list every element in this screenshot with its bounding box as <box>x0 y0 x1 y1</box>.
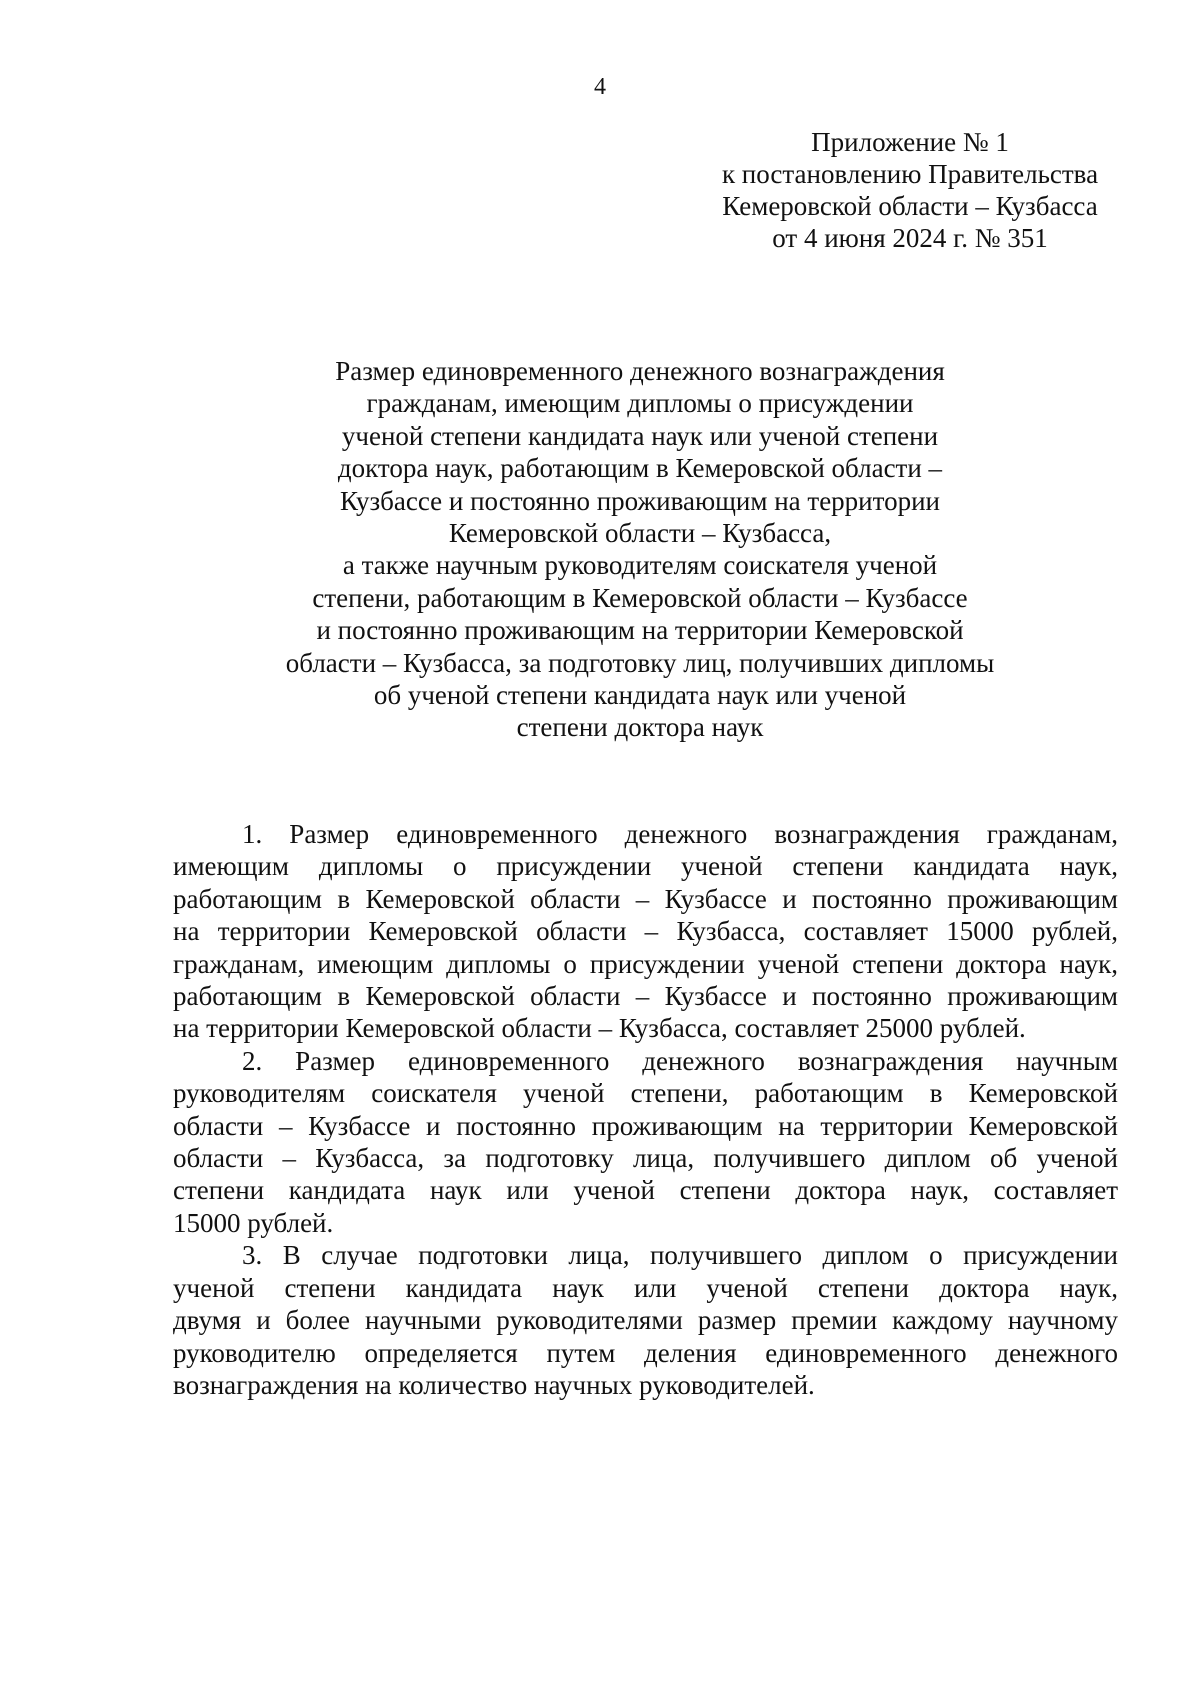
paragraph-line: 15000 рублей. <box>173 1207 334 1238</box>
paragraph-line: области – Кузбассе и постоянно проживающим на территории Кемеровской <box>173 1110 1118 1141</box>
title-line: степени, работающим в Кемеровской области – Кузбассе <box>312 582 968 613</box>
paragraph-line: вознаграждения на количество научных руководителей. <box>173 1369 815 1400</box>
document-title <box>160 355 1120 744</box>
appendix-line: Кемеровской области – Кузбасса <box>722 191 1098 221</box>
title-line: Кузбассе и постоянно проживающим на территории <box>340 485 940 516</box>
title-line: степени доктора наук <box>516 712 764 743</box>
title-line: области – Кузбасса, за подготовку лиц, получивших дипломы <box>285 647 995 678</box>
appendix-line: к постановлению Правительства <box>721 159 1099 189</box>
title-line: об ученой степени кандидата наук или ученой <box>373 680 907 711</box>
title-line: гражданам, имеющим дипломы о присуждении <box>366 388 914 419</box>
paragraph-line: работающим в Кемеровской области – Кузбассе и постоянно проживающим <box>173 883 1118 914</box>
paragraph-line: ученой степени кандидата наук или ученой степени доктора наук, <box>173 1272 1118 1303</box>
paragraph-line: руководителям соискателя ученой степени, работающим в Кемеровской <box>173 1078 1118 1109</box>
title-line: а также научным руководителям соискателя ученой <box>342 550 938 581</box>
paragraph-line: области – Кузбасса, за подготовку лица, получившего диплом об ученой <box>173 1143 1118 1174</box>
appendix-line: Приложение № 1 <box>811 127 1009 157</box>
paragraph-line: на территории Кемеровской области – Кузбасса, составляет 25000 рублей. <box>173 1013 1026 1044</box>
appendix-line: от 4 июня 2024 г. № 351 <box>772 223 1048 253</box>
paragraph-line: руководителю определяется путем деления единовременного денежного <box>173 1337 1118 1368</box>
paragraph-line: степени кандидата наук или ученой степени доктора наук, составляет <box>173 1175 1118 1206</box>
paragraph-line: на территории Кемеровской области – Кузбасса, составляет 15000 рублей, <box>173 916 1118 947</box>
paragraph-3 <box>173 1239 1118 1401</box>
title-line: Размер единовременного денежного вознаграждения <box>335 356 945 386</box>
paragraph-line: имеющим дипломы о присуждении ученой степени кандидата наук, <box>173 851 1118 882</box>
appendix-reference-block <box>700 126 1120 254</box>
page-number: 4 <box>594 74 606 100</box>
paragraph-line: 3. В случае подготовки лица, получившего диплом о присуждении <box>242 1240 1118 1271</box>
title-line: и постоянно проживающим на территории Кемеровской <box>316 615 964 646</box>
paragraph-1 <box>173 818 1118 1045</box>
title-line: Кемеровской области – Кузбасса, <box>448 518 832 549</box>
paragraph-2 <box>173 1045 1118 1239</box>
paragraph-line: 2. Размер единовременного денежного вознаграждения научным <box>242 1045 1118 1076</box>
paragraph-line: 1. Размер единовременного денежного вознаграждения гражданам, <box>242 819 1118 849</box>
title-line: ученой степени кандидата наук или ученой степени <box>341 420 939 451</box>
paragraph-line: работающим в Кемеровской области – Кузбассе и постоянно проживающим <box>173 981 1118 1012</box>
paragraph-line: гражданам, имеющим дипломы о присуждении ученой степени доктора наук, <box>173 948 1118 979</box>
document-body <box>173 818 1118 1401</box>
title-line: доктора наук, работающим в Кемеровской области – <box>337 453 943 484</box>
paragraph-line: двумя и более научными руководителями размер премии каждому научному <box>173 1305 1118 1336</box>
